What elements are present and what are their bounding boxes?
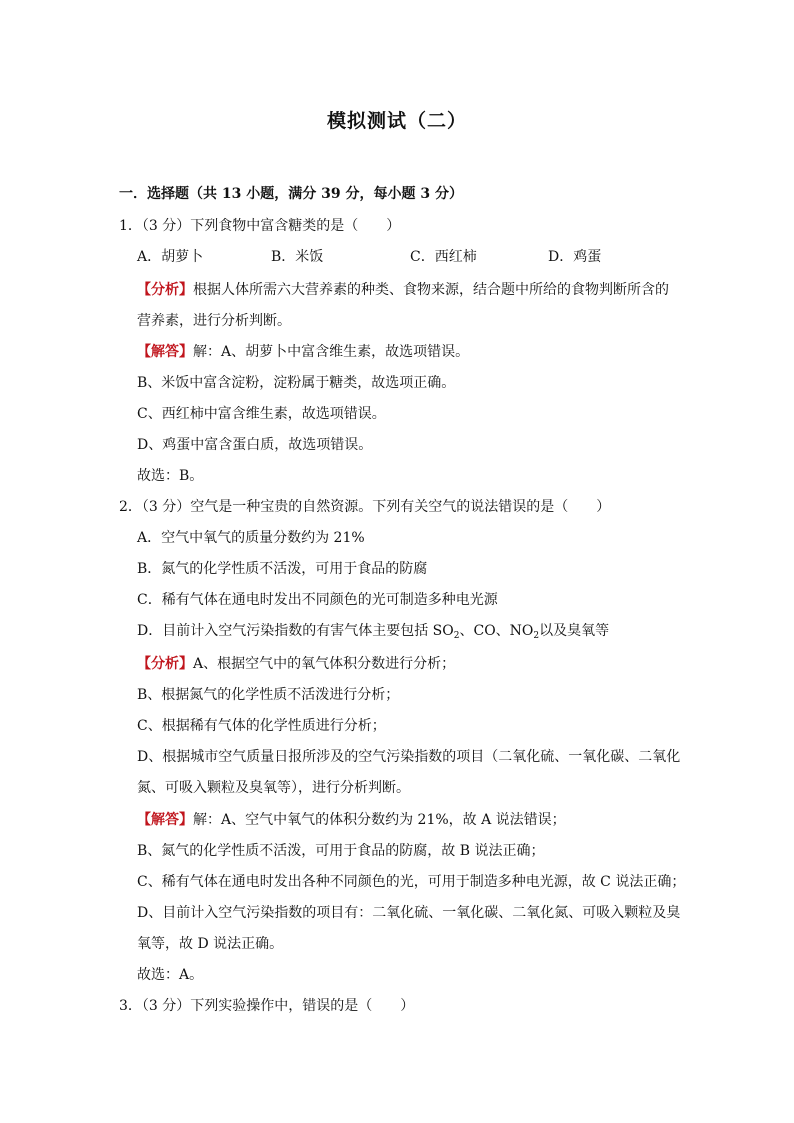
q1-answer-line-2: B、米饭中富含淀粉，淀粉属于糖类，故选项正确。 — [137, 375, 456, 391]
q2-option-a: A．空气中氧气的质量分数约为 21% — [137, 530, 365, 546]
q2-answer-line-1 — [137, 810, 566, 830]
q1-answer-line-1 — [137, 342, 469, 362]
q2-option-b: B．氮气的化学性质不活泼，可用于食品的防腐 — [137, 561, 428, 577]
q2-analysis-line-2: B、根据氮气的化学性质不活泼进行分析； — [137, 687, 400, 703]
q2-stem-close: ） — [596, 499, 611, 515]
q2-answer-line-5: 氧等，故 D 说法正确。 — [137, 936, 284, 952]
page-title: 模拟测试（二） — [326, 110, 467, 132]
q1-analysis-line-1 — [137, 280, 669, 300]
q2-answer-tag: 【解答】 — [137, 812, 193, 828]
q2-answer-text-1: 解：A、空气中氧气的体积分数约为 21%，故 A 说法错误； — [193, 812, 566, 828]
q2-analysis-line-4: D、根据城市空气质量日报所涉及的空气污染指数的项目（二氧化硫、一氧化碳、二氧化 — [137, 749, 681, 765]
q1-stem — [119, 216, 400, 236]
q2-option-d-mid: 、CO、NO — [459, 623, 534, 639]
q1-answer-line-3: C、西红柿中富含维生素，故选项错误。 — [137, 406, 386, 422]
section-heading: 一．选择题（共 13 小题，满分 39 分，每小题 3 分） — [119, 186, 463, 202]
q1-answer-text-1: 解：A、胡萝卜中富含维生素，故选项错误。 — [193, 344, 470, 360]
q1-option-a: A．胡萝卜 — [137, 249, 204, 265]
q2-analysis-tag: 【分析】 — [137, 656, 193, 672]
q1-analysis-line-2: 营养素，进行分析判断。 — [137, 313, 291, 329]
q2-option-d-text: D．目前计入空气污染指数的有害气体主要包括 SO — [137, 623, 454, 639]
q1-stem-close: ） — [386, 218, 401, 234]
q3-stem-text: 3．（3 分）下列实验操作中，错误的是（ — [119, 998, 373, 1014]
q2-analysis-line-5: 氮、可吸入颗粒及臭氧等），进行分析判断。 — [137, 780, 410, 796]
q1-analysis-text-1: 根据人体所需六大营养素的种类、食物来源，结合题中所给的食物判断所含的 — [193, 282, 669, 298]
q1-option-c: C．西红柿 — [410, 249, 477, 265]
q1-answer-tag: 【解答】 — [137, 344, 193, 360]
q2-analysis-text-1: A、根据空气中的氧气体积分数进行分析； — [193, 656, 456, 672]
q2-option-d-sub-1: 2 — [453, 631, 460, 641]
q1-option-d: D．鸡蛋 — [548, 249, 602, 265]
q2-analysis-line-1 — [137, 654, 455, 674]
q1-stem-text: 1．（3 分）下列食物中富含糖类的是（ — [119, 218, 359, 234]
q1-option-b: B．米饭 — [271, 249, 324, 265]
q3-stem-close: ） — [400, 998, 415, 1014]
q1-answer-line-4: D、鸡蛋中富含蛋白质，故选项错误。 — [137, 437, 373, 453]
q2-analysis-line-3: C、根据稀有气体的化学性质进行分析； — [137, 718, 386, 734]
q2-answer-line-2: B、氮气的化学性质不活泼，可用于食品的防腐，故 B 说法正确； — [137, 843, 545, 859]
q2-stem — [119, 497, 610, 517]
q2-answer-line-3: C、稀有气体在通电时发出各种不同颜色的光，可用于制造多种电光源，故 C 说法正确； — [137, 874, 686, 890]
q1-choice: 故选：B。 — [137, 468, 204, 484]
q2-option-d — [137, 621, 609, 641]
q1-analysis-tag: 【分析】 — [137, 282, 193, 298]
q2-answer-line-4: D、目前计入空气污染指数的项目有：二氧化硫、一氧化碳、二氧化氮、可吸入颗粒及臭 — [137, 905, 681, 921]
q2-option-d-end: 以及臭氧等 — [539, 623, 610, 639]
q3-stem — [119, 996, 414, 1016]
q2-option-c: C．稀有气体在通电时发出不同颜色的光可制造多种电光源 — [137, 592, 498, 608]
q2-stem-text: 2．（3 分）空气是一种宝贵的自然资源。下列有关空气的说法错误的是（ — [119, 499, 569, 515]
q2-option-d-sub-2: 2 — [533, 631, 540, 641]
q2-choice: 故选：A。 — [137, 967, 204, 983]
